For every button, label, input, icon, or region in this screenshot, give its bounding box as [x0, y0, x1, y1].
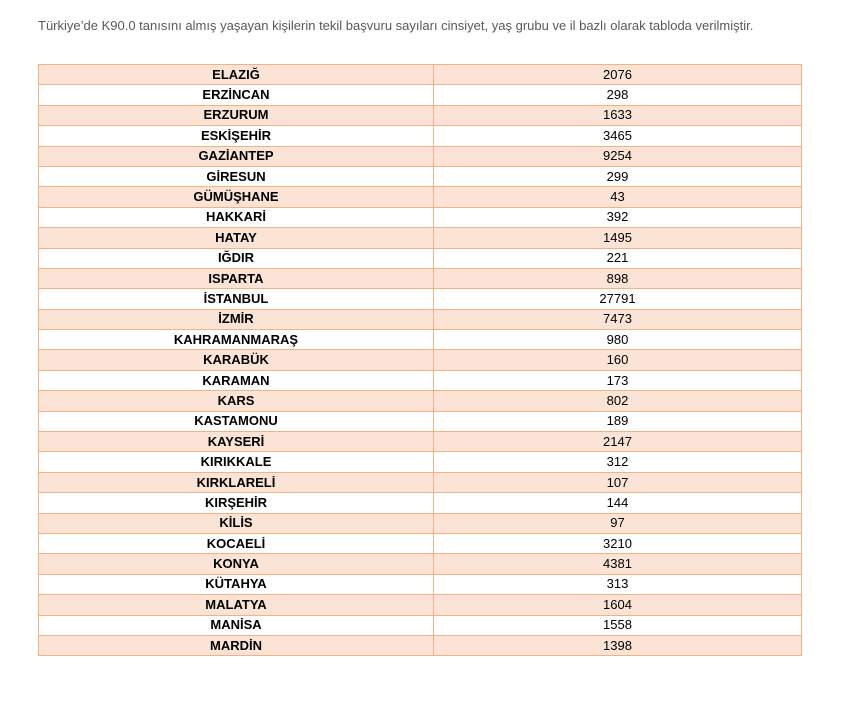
count-cell: 980 — [434, 330, 802, 350]
city-cell: HAKKARİ — [39, 207, 434, 227]
count-cell: 2076 — [434, 65, 802, 85]
count-cell: 802 — [434, 391, 802, 411]
count-cell: 2147 — [434, 432, 802, 452]
count-cell: 144 — [434, 493, 802, 513]
table-row — [39, 105, 802, 125]
table-row — [39, 85, 802, 105]
count-cell: 898 — [434, 268, 802, 288]
table-row — [39, 411, 802, 431]
count-cell: 7473 — [434, 309, 802, 329]
table-row — [39, 513, 802, 533]
table-row — [39, 472, 802, 492]
city-cell: KAHRAMANMARAŞ — [39, 330, 434, 350]
table-row — [39, 65, 802, 85]
table-row — [39, 146, 802, 166]
count-cell: 160 — [434, 350, 802, 370]
count-cell: 173 — [434, 370, 802, 390]
count-cell: 298 — [434, 85, 802, 105]
city-cell: ISPARTA — [39, 268, 434, 288]
city-applications-table — [38, 64, 802, 656]
city-cell: GİRESUN — [39, 166, 434, 186]
city-cell: KARS — [39, 391, 434, 411]
city-cell: ELAZIĞ — [39, 65, 434, 85]
city-cell: HATAY — [39, 228, 434, 248]
table-row — [39, 126, 802, 146]
city-cell: KIRIKKALE — [39, 452, 434, 472]
count-cell: 1604 — [434, 595, 802, 615]
count-cell: 3210 — [434, 533, 802, 553]
count-cell: 43 — [434, 187, 802, 207]
count-cell: 1633 — [434, 105, 802, 125]
city-cell: MARDİN — [39, 635, 434, 655]
table-row — [39, 330, 802, 350]
city-cell: KOCAELİ — [39, 533, 434, 553]
table-row — [39, 207, 802, 227]
count-cell: 27791 — [434, 289, 802, 309]
city-cell: GÜMÜŞHANE — [39, 187, 434, 207]
count-cell: 97 — [434, 513, 802, 533]
city-cell: KAYSERİ — [39, 432, 434, 452]
count-cell: 392 — [434, 207, 802, 227]
city-cell: KIRKLARELİ — [39, 472, 434, 492]
city-cell: ESKİŞEHİR — [39, 126, 434, 146]
table-row — [39, 268, 802, 288]
table-row — [39, 166, 802, 186]
city-cell: KİLİS — [39, 513, 434, 533]
count-cell: 1558 — [434, 615, 802, 635]
table-row — [39, 554, 802, 574]
count-cell: 9254 — [434, 146, 802, 166]
city-cell: İZMİR — [39, 309, 434, 329]
count-cell: 313 — [434, 574, 802, 594]
table-row — [39, 370, 802, 390]
table-body — [39, 65, 802, 656]
city-cell: KASTAMONU — [39, 411, 434, 431]
city-cell: ERZURUM — [39, 105, 434, 125]
table-row — [39, 595, 802, 615]
count-cell: 1398 — [434, 635, 802, 655]
intro-paragraph: Türkiye’de K90.0 tanısını almış yaşayan kişilerin tekil başvuru sayıları cinsiyet, yaş grubu ve il bazlı olarak tabloda verilmiştir. — [38, 18, 754, 33]
count-cell: 107 — [434, 472, 802, 492]
table-row — [39, 309, 802, 329]
city-cell: MANİSA — [39, 615, 434, 635]
city-cell: ERZİNCAN — [39, 85, 434, 105]
table-row — [39, 289, 802, 309]
city-cell: KIRŞEHİR — [39, 493, 434, 513]
count-cell: 1495 — [434, 228, 802, 248]
city-cell: KARAMAN — [39, 370, 434, 390]
count-cell: 221 — [434, 248, 802, 268]
table-row — [39, 228, 802, 248]
city-cell: GAZİANTEP — [39, 146, 434, 166]
city-cell: IĞDIR — [39, 248, 434, 268]
count-cell: 312 — [434, 452, 802, 472]
table-row — [39, 615, 802, 635]
table-row — [39, 391, 802, 411]
table-row — [39, 452, 802, 472]
city-cell: KONYA — [39, 554, 434, 574]
table-row — [39, 350, 802, 370]
count-cell: 299 — [434, 166, 802, 186]
table-row — [39, 635, 802, 655]
table-row — [39, 187, 802, 207]
table-row — [39, 248, 802, 268]
table-row — [39, 533, 802, 553]
city-cell: KÜTAHYA — [39, 574, 434, 594]
count-cell: 4381 — [434, 554, 802, 574]
city-cell: KARABÜK — [39, 350, 434, 370]
table-row — [39, 493, 802, 513]
table-row — [39, 432, 802, 452]
count-cell: 3465 — [434, 126, 802, 146]
city-cell: İSTANBUL — [39, 289, 434, 309]
city-cell: MALATYA — [39, 595, 434, 615]
table-row — [39, 574, 802, 594]
count-cell: 189 — [434, 411, 802, 431]
